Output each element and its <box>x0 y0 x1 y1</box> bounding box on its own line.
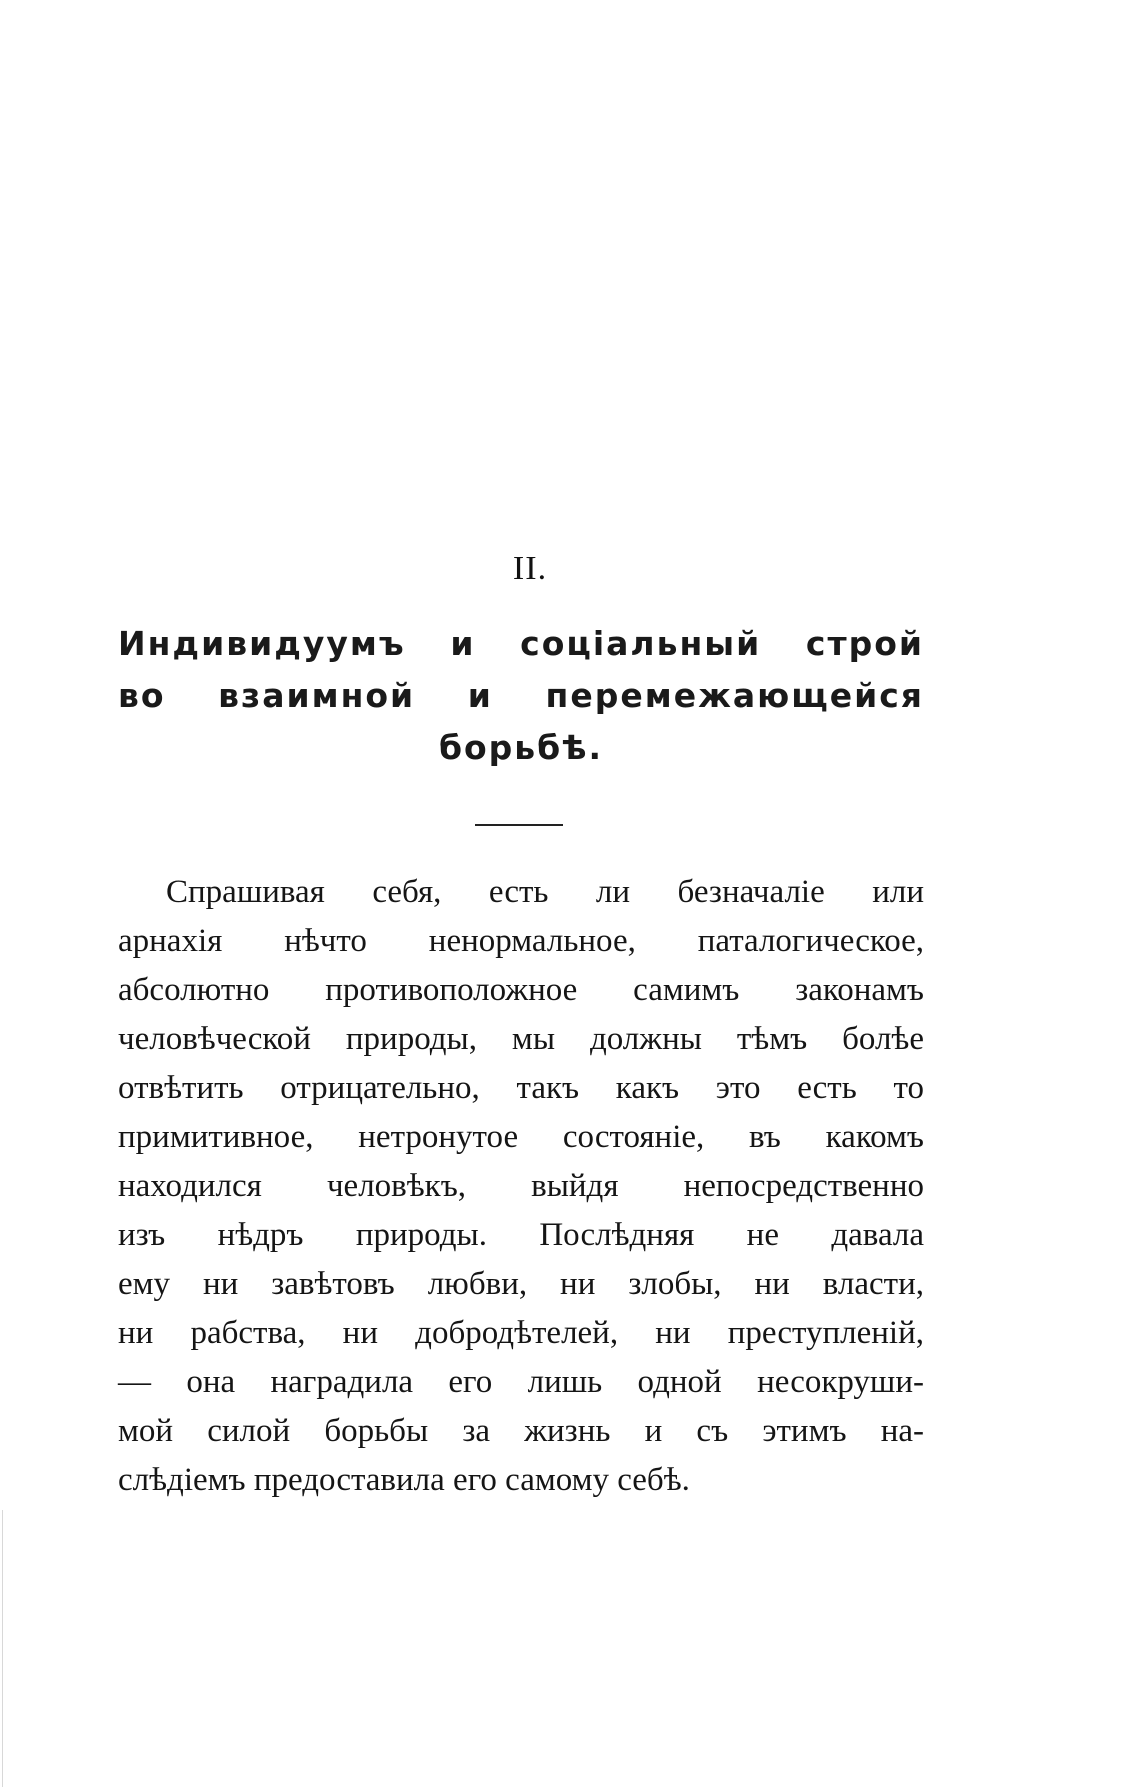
chapter-title-line: борьбѣ. <box>438 728 604 767</box>
body-line: слѣдіемъ предоставила его самому себѣ. <box>118 1462 690 1498</box>
title-divider <box>475 824 563 826</box>
chapter-title-line: во взаимной и перемежающейся <box>118 676 924 715</box>
body-line: арнахія нѣчто ненормальное, паталогическое, <box>118 923 924 959</box>
body-line: примитивное, нетронутое состояніе, въ какомъ <box>118 1119 924 1155</box>
body-line: изъ нѣдръ природы. Послѣдняя не давала <box>118 1217 924 1253</box>
chapter-title-line: Индивидуумъ и соціальный строй <box>118 624 924 663</box>
body-line: ни рабства, ни добродѣтелей, ни преступленій, <box>118 1315 924 1351</box>
body-line: абсолютно противоположное самимъ законамъ <box>118 972 924 1008</box>
body-line: ему ни завѣтовъ любви, ни злобы, ни власти, <box>118 1266 924 1302</box>
body-line: находился человѣкъ, выйдя непосредственно <box>118 1168 924 1204</box>
body-line: мой силой борьбы за жизнь и съ этимъ на- <box>118 1413 924 1449</box>
body-line: отвѣтить отрицательно, такъ какъ это есть то <box>118 1070 924 1106</box>
chapter-number: II. <box>512 550 548 587</box>
body-line: человѣческой природы, мы должны тѣмъ болѣе <box>118 1021 924 1057</box>
body-line: — она наградила его лишь одной несокруши- <box>118 1364 924 1400</box>
body-line: Спрашивая себя, есть ли безначаліе или <box>166 874 924 910</box>
body-paragraph <box>118 868 924 1505</box>
chapter-title <box>118 618 924 774</box>
page-edge-line <box>2 1510 3 1787</box>
